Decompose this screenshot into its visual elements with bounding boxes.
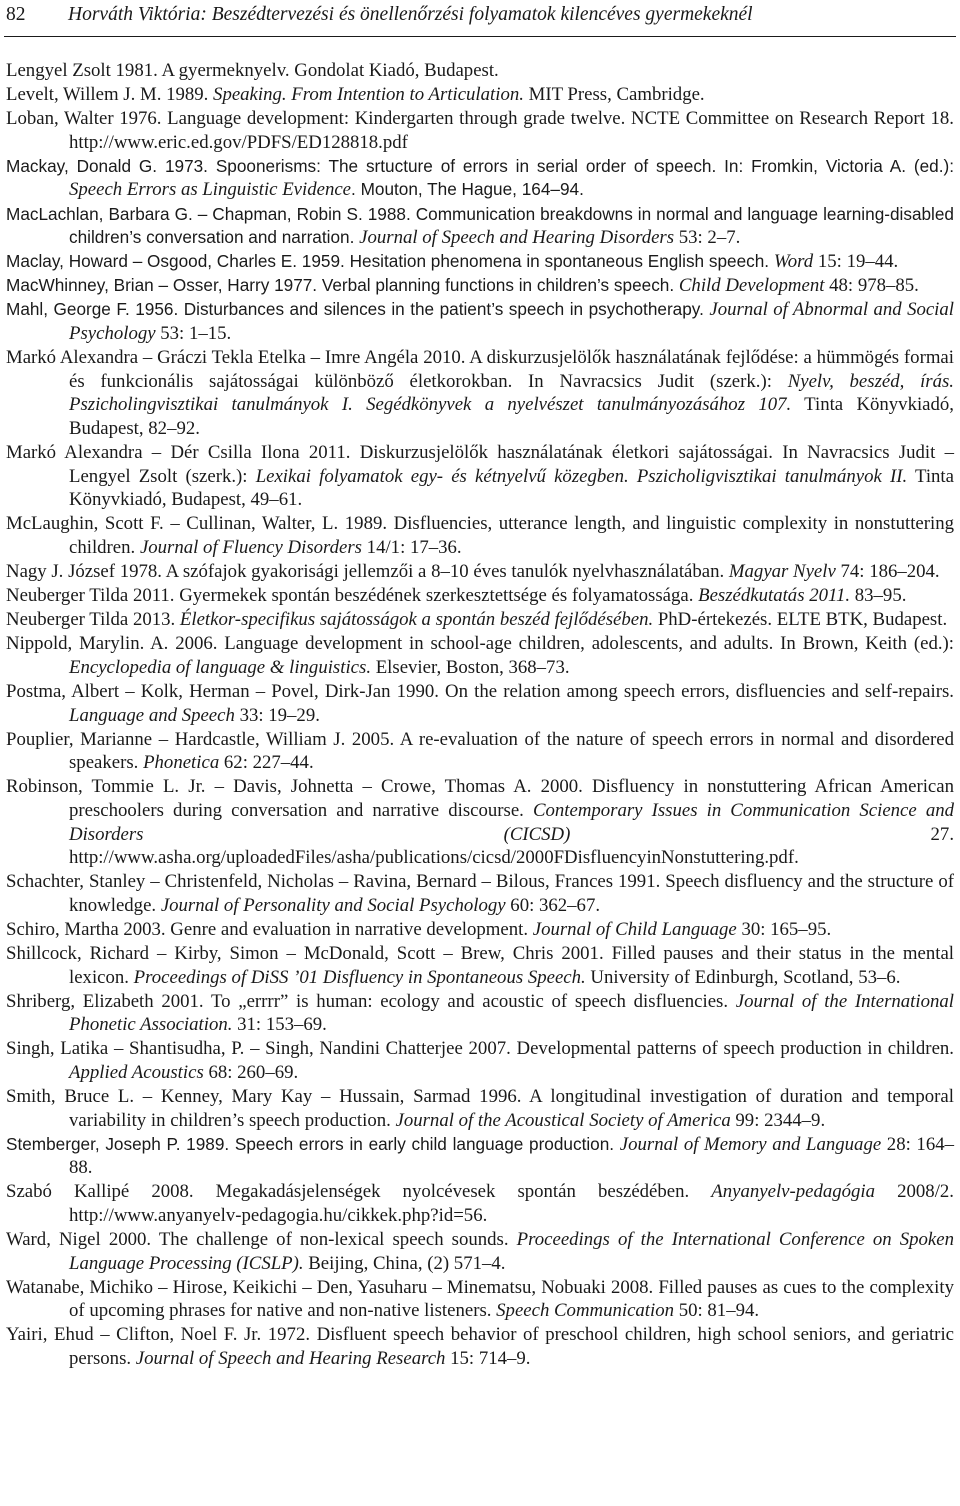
reference-entry bbox=[6, 775, 954, 869]
reference-source-title: Speech Communication bbox=[496, 1300, 675, 1322]
reference-source-title: Journal of Memory and Language bbox=[619, 1133, 882, 1155]
reference-entry bbox=[6, 250, 954, 274]
reference-source-title: Journal of Child Language bbox=[532, 918, 737, 940]
reference-entry bbox=[6, 728, 954, 775]
reference-source-title: Encyclopedia of language & linguistics. bbox=[69, 656, 372, 678]
reference-text: Pouplier, Marianne – Hardcastle, William J. 2005. A re-evaluation of the nature of speech errors in normal and disordered speakers. bbox=[6, 728, 954, 774]
reference-entry bbox=[6, 608, 954, 632]
reference-publication-details: . Mouton, The Hague, 164–94. bbox=[351, 179, 584, 200]
reference-publication-details: 31: 153–69. bbox=[232, 1014, 327, 1036]
reference-source-title: Nyelv, beszéd, írás. Pszicholingvisztikai tanulmányok I. Segédkönyvek a nyelvészet tanulmányozásához 107. bbox=[69, 370, 954, 416]
reference-entry bbox=[6, 990, 954, 1037]
reference-text: Maclay, Howard – Osgood, Charles E. 1959. Hesitation phenomena in spontaneous English speech. bbox=[6, 251, 774, 272]
reference-publication-details: 14/1: 17–36. bbox=[361, 536, 462, 558]
reference-text: Markó Alexandra – Dér Csilla Ilona 2011. Diskurzusjelölők használatának életkori sajátosságai. In Navracsics Judit – Lengyel Zsolt (szerk.): bbox=[6, 442, 954, 487]
reference-source-title: Journal of the International Phonetic Association. bbox=[69, 990, 954, 1036]
reference-entry bbox=[6, 1085, 954, 1132]
reference-entry bbox=[6, 560, 954, 584]
reference-entry bbox=[6, 584, 954, 608]
header-rule bbox=[4, 36, 956, 37]
reference-publication-details: 83–95. bbox=[850, 585, 907, 607]
reference-source-title: Word bbox=[773, 251, 814, 273]
reference-publication-details: 15: 714–9. bbox=[445, 1348, 531, 1370]
reference-entry bbox=[6, 83, 954, 107]
reference-entry bbox=[6, 870, 954, 917]
reference-entry bbox=[6, 1037, 954, 1084]
reference-text: Szabó Kallipé 2008. Megakadásjelenségek nyolcévesek spontán beszédében. bbox=[6, 1181, 712, 1203]
reference-source-title: Journal of Speech and Hearing Research bbox=[135, 1348, 446, 1370]
reference-text: Nippold, Marylin. A. 2006. Language development in school-age children, adolescents, and adults. In Brown, Keith (ed.): bbox=[6, 633, 954, 655]
reference-publication-details: 99: 2344–9. bbox=[730, 1109, 826, 1131]
reference-text: Neuberger Tilda 2011. Gyermekek spontán beszédének szerkesztettsége és folyamatossága. bbox=[6, 585, 699, 607]
reference-source-title: Journal of Speech and Hearing Disorders bbox=[359, 227, 675, 249]
reference-publication-details: 30: 165–95. bbox=[736, 918, 832, 940]
reference-text: Yairi, Ehud – Clifton, Noel F. Jr. 1972. Disfluent speech behavior of preschool children, high school seniors, and geriatric persons. bbox=[6, 1324, 954, 1370]
reference-source-title: Proceedings of DiSS ’01 Disfluency in Spontaneous Speech. bbox=[133, 966, 586, 988]
reference-entry bbox=[6, 1323, 954, 1370]
reference-entry bbox=[6, 107, 954, 154]
reference-entry bbox=[6, 1228, 954, 1275]
reference-publication-details: 53: 1–15. bbox=[155, 323, 232, 345]
reference-publication-details: 33: 19–29. bbox=[234, 704, 320, 726]
reference-entry bbox=[6, 942, 954, 989]
reference-source-title: Lexikai folyamatok egy- és kétnyelvű közegben. Pszicholigvisztikai tanulmányok II. bbox=[255, 465, 908, 487]
reference-text: Mahl, George F. 1956. Disturbances and silences in the patient’s speech in psychotherapy. bbox=[6, 299, 710, 320]
reference-text: MacWhinney, Brian – Osser, Harry 1977. Verbal planning functions in children’s speech. bbox=[6, 275, 679, 296]
reference-text: Shriberg, Elizabeth 2001. To „errrr” is human: ecology and acoustic of speech disfluencies. bbox=[6, 990, 736, 1012]
reference-source-title: Magyar Nyelv bbox=[728, 560, 836, 582]
reference-text: Schiro, Martha 2003. Genre and evaluation in narrative development. bbox=[6, 918, 533, 940]
reference-text: Nagy J. József 1978. A szófajok gyakorisági jellemzői a 8–10 éves tanulók nyelvhasználatában. bbox=[6, 560, 729, 582]
reference-text: Robinson, Tommie L. Jr. – Davis, Johnetta – Crowe, Thomas A. 2000. Disfluency in nonstuttering African American preschoolers during conversation and narrative discourse. bbox=[6, 776, 954, 821]
reference-source-title: Applied Acoustics bbox=[69, 1061, 204, 1083]
reference-publication-details: 48: 978–85. bbox=[824, 275, 919, 297]
reference-source-title: Életkor-specifikus sajátosságok a spontán beszéd fejlődésében. bbox=[179, 609, 654, 631]
reference-text: Watanabe, Michiko – Hirose, Keikichi – Den, Yasuharu – Minematsu, Nobuaki 2008. Filled pauses as cues to the complexity of upcoming phrases for native and non-native listeners. bbox=[6, 1276, 954, 1322]
reference-publication-details: 15: 19–44. bbox=[813, 251, 899, 273]
running-head bbox=[6, 2, 956, 28]
reference-source-title: Speech Errors as Linguistic Evidence bbox=[69, 179, 352, 201]
reference-source-title: Child Development bbox=[678, 275, 825, 297]
reference-publication-details: 68: 260–69. bbox=[203, 1061, 299, 1083]
reference-entry bbox=[6, 155, 954, 202]
reference-text: Mackay, Donald G. 1973. Spoonerisms: The srtucture of errors in serial order of speech. In: Fromkin, Victoria A. (ed.): bbox=[6, 155, 954, 176]
reference-publication-details: PhD-értekezés. ELTE BTK, Budapest. bbox=[653, 609, 948, 631]
reference-publication-details: Beijing, China, (2) 571–4. bbox=[303, 1252, 506, 1274]
reference-text: Lengyel Zsolt 1981. A gyermeknyelv. Gondolat Kiadó, Budapest. bbox=[6, 60, 499, 81]
reference-publication-details: 74: 186–204. bbox=[835, 560, 940, 582]
reference-publication-details: Tinta Könyvkiadó, Budapest, 49–61. bbox=[69, 465, 954, 511]
reference-source-title: Journal of the Acoustical Society of America bbox=[395, 1109, 731, 1131]
reference-source-title: Contemporary Issues in Communication Science and Disorders (CICSD) bbox=[69, 799, 954, 845]
reference-text: Neuberger Tilda 2013. bbox=[6, 609, 180, 631]
reference-entry bbox=[6, 346, 954, 440]
reference-entry bbox=[6, 918, 954, 942]
reference-entry bbox=[6, 512, 954, 559]
reference-publication-details: Tinta Könyvkiadó, Budapest, 82–92. bbox=[69, 394, 954, 439]
reference-source-title: Journal of Abnormal and Social Psychology bbox=[69, 299, 955, 345]
reference-publication-details: 50: 81–94. bbox=[674, 1300, 760, 1322]
reference-publication-details: 62: 227–44. bbox=[219, 752, 314, 774]
reference-text: Loban, Walter 1976. Language development: Kindergarten through grade twelve. NCTE Committee on Research Report 18. http://www.eric.ed.gov/PDFS/ED128818.pdf bbox=[6, 108, 954, 153]
page-number: 82 bbox=[6, 4, 26, 25]
reference-publication-details: 28: 164–88. bbox=[69, 1133, 954, 1179]
reference-text: Markó Alexandra – Gráczi Tekla Etelka – Imre Angéla 2010. A diskurzusjelölők használatának fejlődése: a hümmögés formai és funkcionális sajátosságai különböző életkorokban. In Navracsics Judit (szerk.): bbox=[6, 347, 954, 392]
reference-source-title: Journal of Personality and Social Psychology bbox=[160, 894, 506, 916]
reference-source-title: Proceedings of the International Conference on Spoken Language Processing (ICSLP). bbox=[69, 1229, 954, 1274]
reference-text: Shillcock, Richard – Kirby, Simon – McDonald, Scott – Brew, Chris 2001. Filled pauses and their status in the mental lexicon. bbox=[6, 942, 954, 988]
reference-source-title: Journal of Fluency Disorders bbox=[139, 536, 362, 558]
reference-entry bbox=[6, 441, 954, 512]
reference-source-title: Phonetica bbox=[143, 752, 220, 774]
reference-publication-details: 2008/2. http://www.anyanyelv-pedagogia.hu/cikkek.php?id=56. bbox=[69, 1181, 954, 1226]
reference-entry bbox=[6, 1180, 954, 1227]
reference-text: MacLachlan, Barbara G. – Chapman, Robin S. 1988. Communication breakdowns in normal and language learning-disabled children’s conversation and narration. bbox=[6, 203, 954, 248]
reference-text: Stemberger, Joseph P. 1989. Speech errors in early child language production. bbox=[6, 1133, 620, 1154]
reference-source-title: Beszédkutatás 2011. bbox=[698, 585, 851, 607]
reference-publication-details: Elsevier, Boston, 368–73. bbox=[371, 656, 570, 678]
reference-source-title: Speaking. From Intention to Articulation. bbox=[213, 84, 524, 106]
reference-entry bbox=[6, 1133, 954, 1180]
reference-entry bbox=[6, 59, 954, 83]
reference-source-title: Anyanyelv-pedagógia bbox=[711, 1181, 876, 1203]
running-title: Horváth Viktória: Beszédtervezési és önellenőrzési folyamatok kilencéves gyermekeknél bbox=[68, 4, 753, 25]
reference-entry bbox=[6, 203, 954, 250]
reference-text: Schachter, Stanley – Christenfeld, Nicholas – Ravina, Bernard – Bilous, Frances 1991. Speech disfluency and the structure of knowledge. bbox=[6, 871, 954, 916]
reference-text: Ward, Nigel 2000. The challenge of non-lexical speech sounds. bbox=[6, 1229, 517, 1251]
reference-publication-details: 27. http://www.asha.org/uploadedFiles/asha/publications/cicsd/2000FDisfluencyinNonstuttering.pdf. bbox=[69, 823, 955, 869]
reference-text: Levelt, Willem J. M. 1989. bbox=[6, 84, 214, 106]
reference-publication-details: MIT Press, Cambridge. bbox=[523, 84, 705, 106]
reference-entry bbox=[6, 680, 954, 727]
reference-publication-details: 60: 362–67. bbox=[505, 894, 601, 916]
reference-entry bbox=[6, 1276, 954, 1323]
reference-text: McLaughin, Scott F. – Cullinan, Walter, L. 1989. Disfluencies, utterance length, and linguistic complexity in nonstuttering children. bbox=[6, 513, 954, 558]
reference-entry bbox=[6, 632, 954, 679]
reference-publication-details: University of Edinburgh, Scotland, 53–6. bbox=[585, 966, 901, 988]
reference-list bbox=[6, 59, 954, 1371]
reference-text: Postma, Albert – Kolk, Herman – Povel, Dirk-Jan 1990. On the relation among speech errors, disfluencies and self-repairs. bbox=[6, 680, 954, 702]
reference-source-title: Language and Speech bbox=[69, 704, 235, 726]
reference-entry bbox=[6, 298, 954, 345]
reference-entry bbox=[6, 274, 954, 298]
reference-text: Singh, Latika – Shantisudha, P. – Singh, Nandini Chatterjee 2007. Developmental patterns of speech production in children. bbox=[6, 1038, 954, 1060]
reference-publication-details: 53: 2–7. bbox=[674, 227, 741, 249]
reference-text: Smith, Bruce L. – Kenney, Mary Kay – Hussain, Sarmad 1996. A longitudinal investigation of duration and temporal variability in children’s speech production. bbox=[6, 1086, 954, 1131]
